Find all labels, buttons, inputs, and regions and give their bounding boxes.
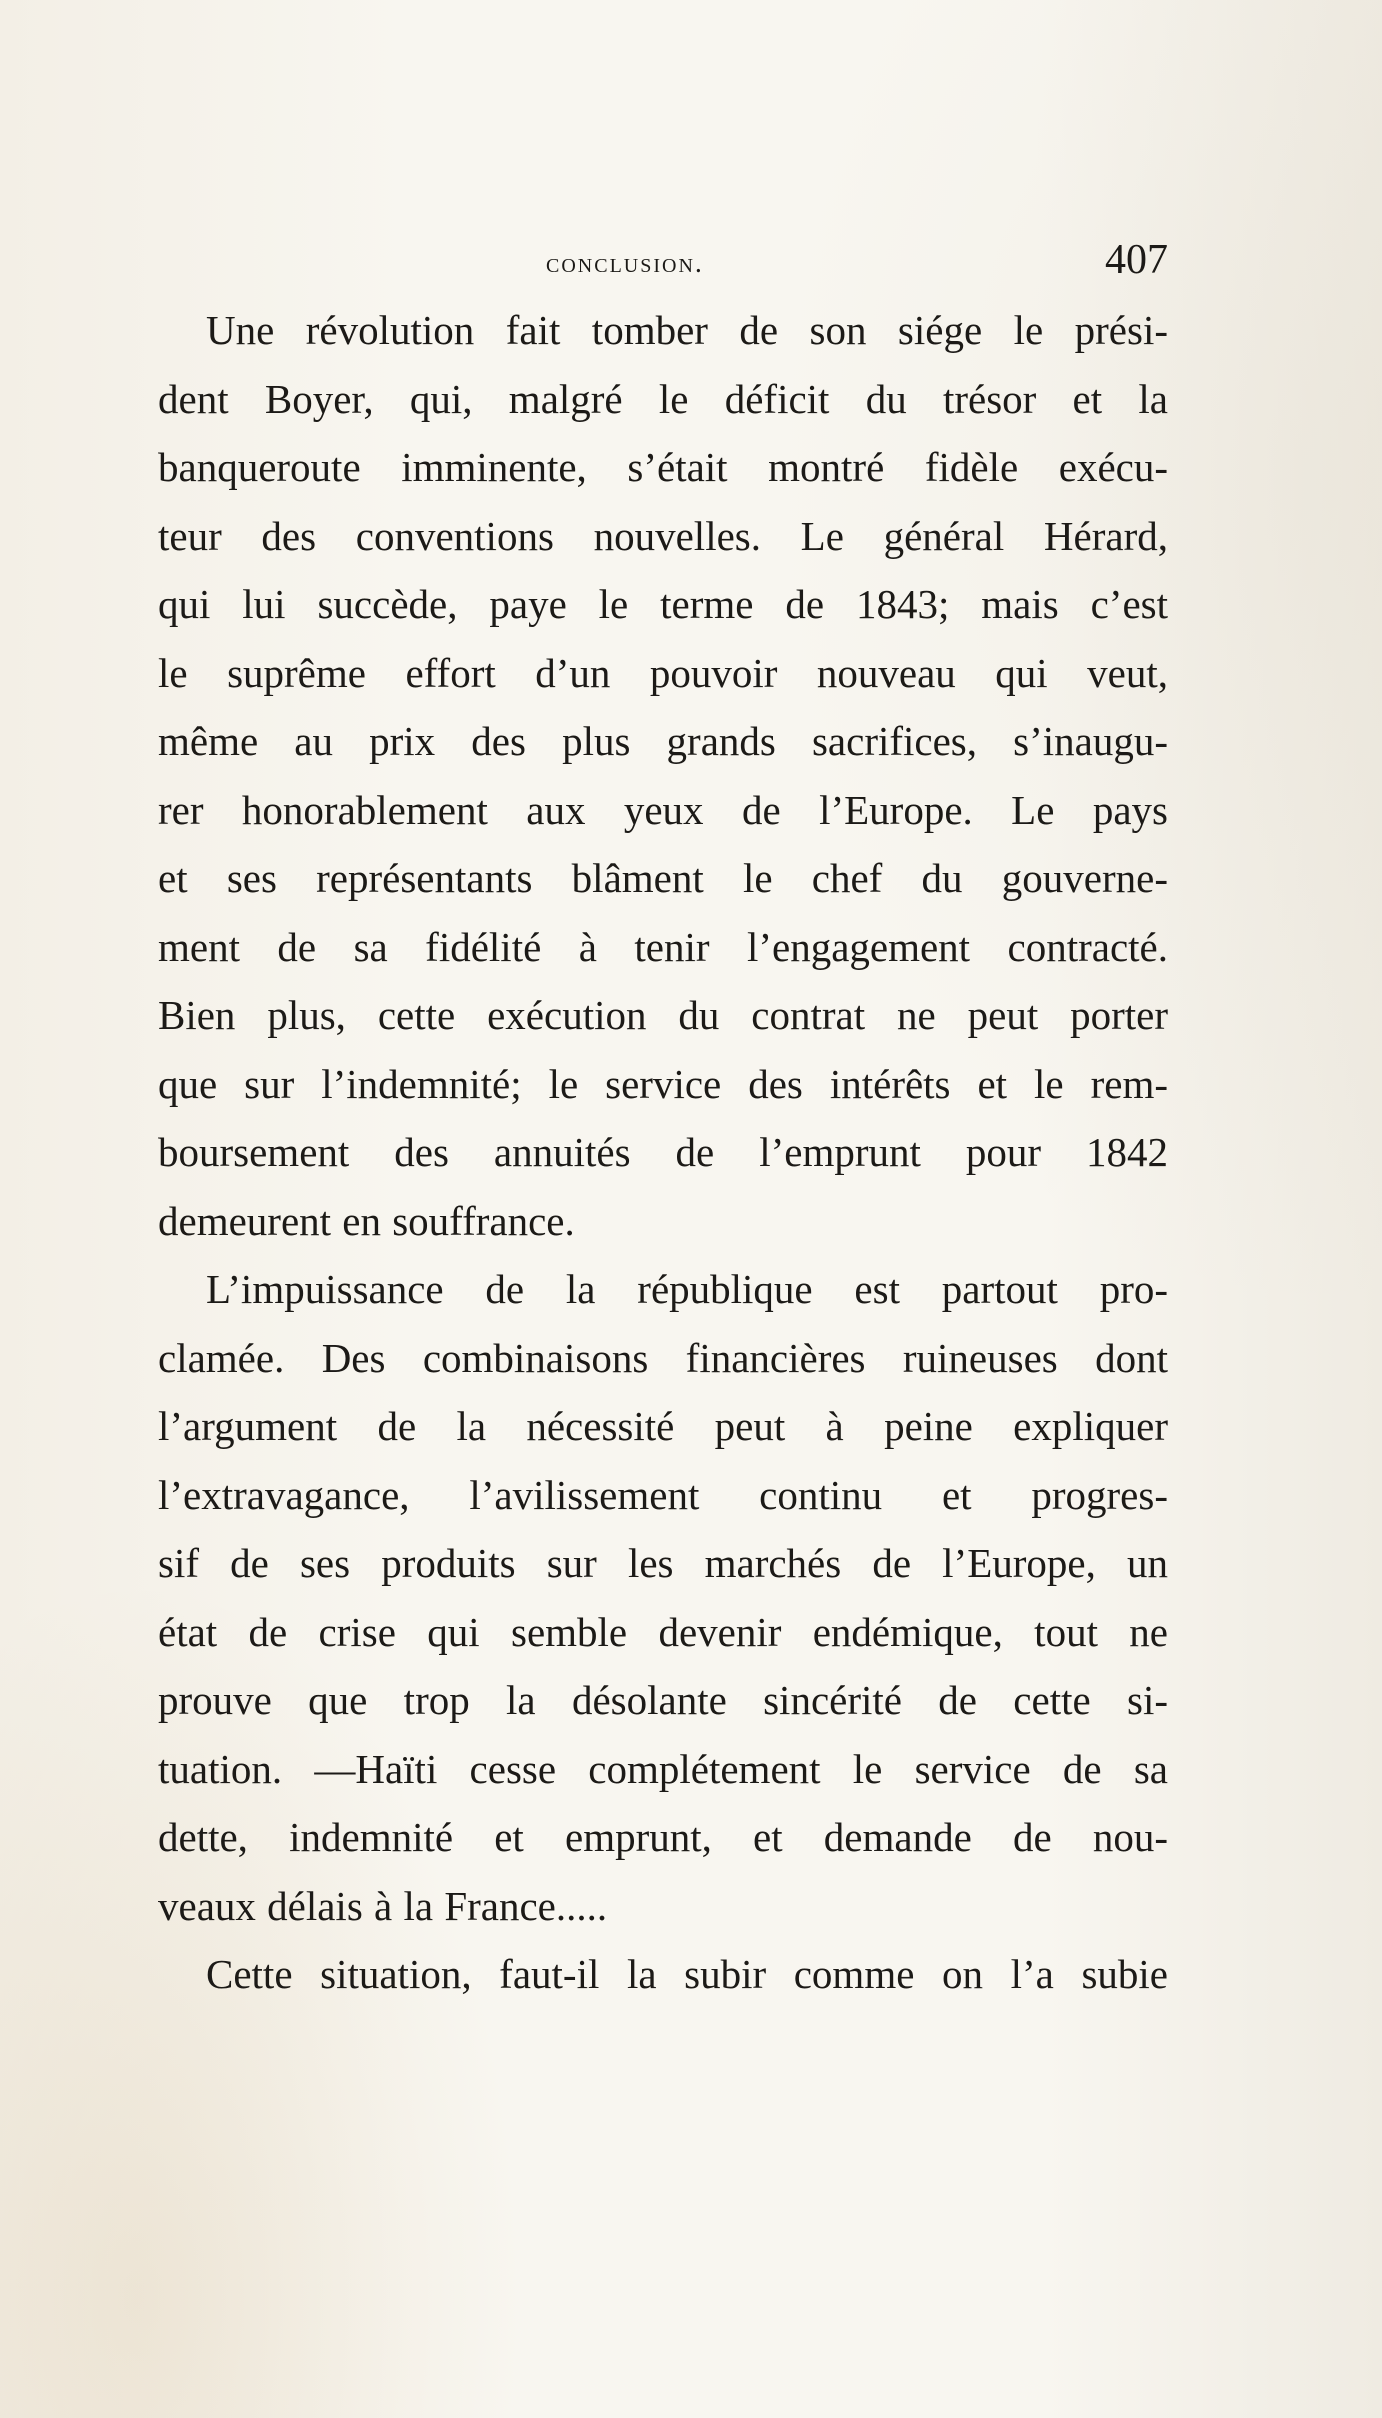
- text-line: qui lui succède, paye le terme de 1843; mais c’est: [158, 581, 1168, 627]
- text-line: boursement des annuités de l’emprunt pour 1842: [158, 1129, 1168, 1175]
- text-line: Bien plus, cette exécution du contrat ne peut porter: [158, 992, 1168, 1038]
- text-line: veaux délais à la France.....: [158, 1882, 608, 1929]
- text-line: clamée. Des combinaisons financières ruineuses dont: [158, 1334, 1168, 1381]
- text-line: dette, indemnité et emprunt, et demande de nou-: [158, 1814, 1168, 1860]
- text-line: teur des conventions nouvelles. Le général Hérard,: [158, 512, 1168, 559]
- text-line: banqueroute imminente, s’était montré fidèle exécu-: [158, 444, 1168, 490]
- text-line: Une révolution fait tomber de son siége le prési-: [206, 307, 1168, 353]
- running-title: conclusion.: [546, 248, 704, 279]
- text-line: tuation. —Haïti cesse complétement le service de sa: [158, 1745, 1168, 1792]
- text-line: que sur l’indemnité; le service des intérêts et le rem-: [158, 1060, 1168, 1107]
- running-head: [158, 236, 1168, 296]
- text-line: L’impuissance de la république est partout pro-: [206, 1266, 1168, 1312]
- text-line: l’extravagance, l’avilissement continu et progres-: [158, 1471, 1168, 1518]
- text-line: et ses représentants blâment le chef du gouverne-: [158, 855, 1168, 901]
- paragraph-1: [158, 296, 1168, 1255]
- text-line: Cette situation, faut-il la subir comme on l’a subie: [206, 1951, 1168, 1997]
- paragraph-3: [158, 1940, 1168, 2009]
- text-line: état de crise qui semble devenir endémique, tout ne: [158, 1608, 1168, 1655]
- text-line: le suprême effort d’un pouvoir nouveau qui veut,: [158, 649, 1168, 696]
- text-line: demeurent en souffrance.: [158, 1197, 575, 1244]
- text-line: prouve que trop la désolante sincérité de cette si-: [158, 1677, 1168, 1723]
- text-line: dent Boyer, qui, malgré le déficit du trésor et la: [158, 375, 1168, 422]
- body-text: [158, 296, 1168, 2009]
- text-line: ment de sa fidélité à tenir l’engagement contracté.: [158, 923, 1168, 970]
- text-line: rer honorablement aux yeux de l’Europe. Le pays: [158, 786, 1168, 833]
- text-line: l’argument de la nécessité peut à peine expliquer: [158, 1403, 1168, 1449]
- text-line: même au prix des plus grands sacrifices, s’inaugu-: [158, 718, 1168, 764]
- text-line: sif de ses produits sur les marchés de l’Europe, un: [158, 1540, 1168, 1586]
- paragraph-2: [158, 1255, 1168, 1940]
- page-number: 407: [1105, 237, 1168, 283]
